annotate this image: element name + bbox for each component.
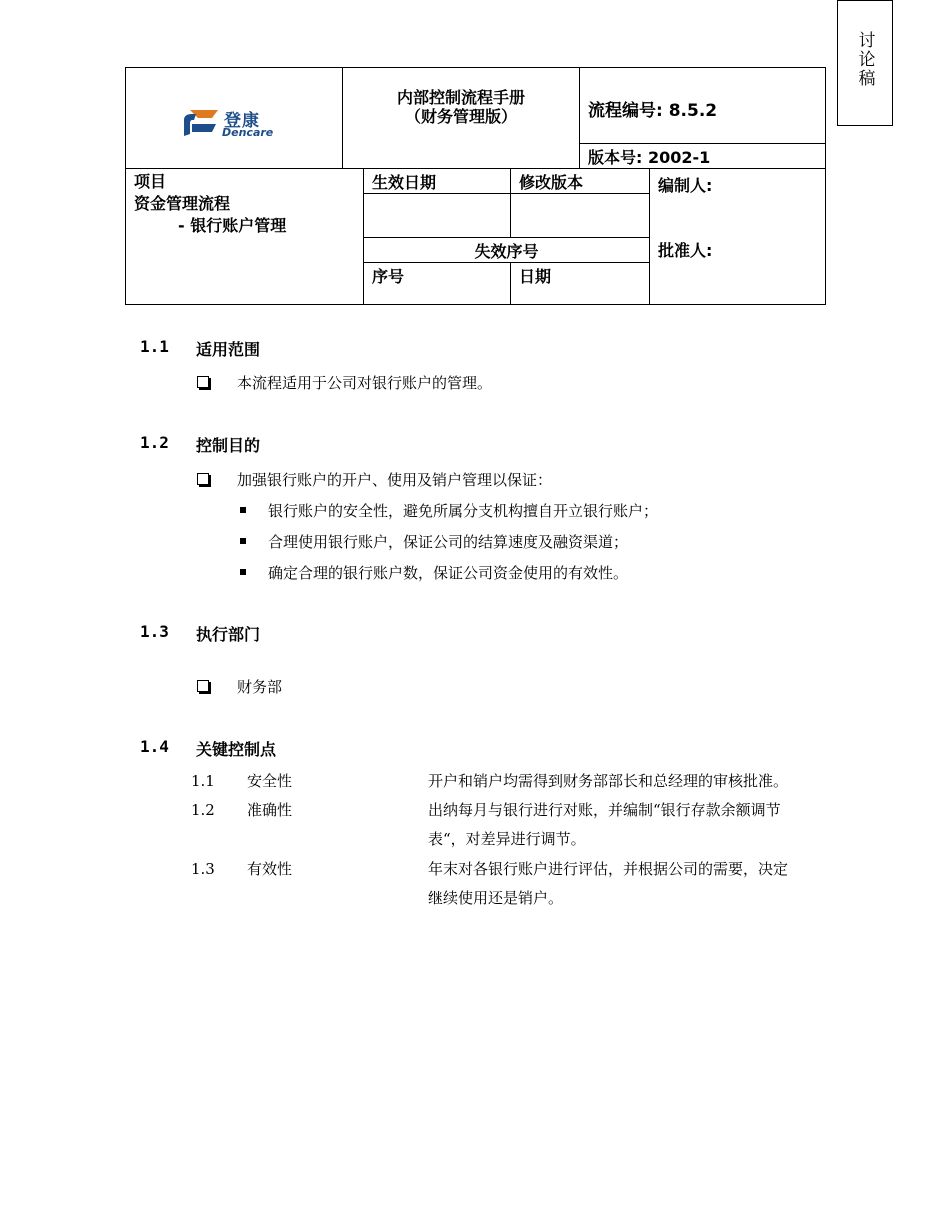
section-title: 适用范围 <box>196 340 261 359</box>
revision-value <box>511 194 650 238</box>
section-title: 执行部门 <box>196 625 261 644</box>
scope-item <box>197 372 492 393</box>
logo-mark-icon <box>182 106 222 140</box>
key-control-desc: 开户和销户均需得到财务部部长和总经理的审核批准。 <box>428 772 789 790</box>
purpose-bullet-text: 银行账户的安全性，避免所属分支机构擅自开立银行账户； <box>268 502 659 520</box>
project-cell <box>126 169 364 305</box>
manual-title-cell <box>343 68 580 169</box>
key-control-name: 有效性 <box>247 860 293 878</box>
purpose-item <box>197 469 552 490</box>
approver-label: 批准人: <box>658 241 713 260</box>
expiry-number-label: 失效序号 <box>364 238 650 263</box>
company-logo <box>182 106 282 140</box>
effective-date-label: 生效日期 <box>364 169 511 194</box>
section-number: 1.2 <box>140 433 169 452</box>
logo-english-text: Dencare <box>222 126 274 139</box>
key-control-name: 准确性 <box>247 801 293 819</box>
date-label: 日期 <box>511 263 650 305</box>
scope-text: 本流程适用于公司对银行账户的管理。 <box>237 374 493 392</box>
revision-label: 修改版本 <box>511 169 650 194</box>
project-name: 资金管理流程 <box>134 194 231 213</box>
section-number: 1.1 <box>140 337 169 356</box>
checkbox-bullet-icon <box>197 376 209 388</box>
purpose-bullet <box>240 500 658 521</box>
purpose-bullet <box>240 531 628 552</box>
logo-cell <box>126 68 343 169</box>
key-control-number: 1.1 <box>191 772 215 790</box>
version-number: 版本号: 2002-1 <box>580 144 826 169</box>
square-bullet-icon <box>240 569 246 575</box>
logo-chinese-text: 登康 <box>224 111 260 131</box>
document-header-table <box>125 67 826 305</box>
seq-label: 序号 <box>364 263 511 305</box>
key-control-desc: 年末对各银行账户进行评估，并根据公司的需要，决定 <box>428 860 789 878</box>
section-title: 控制目的 <box>196 436 261 455</box>
square-bullet-icon <box>240 538 246 544</box>
manual-title: 内部控制流程手册 <box>396 88 525 107</box>
signoff-cell <box>650 169 826 305</box>
key-control-desc-cont: 表“，对差异进行调节。 <box>428 830 586 848</box>
project-label: 项目 <box>134 172 167 191</box>
manual-subtitle: （财务管理版） <box>404 107 517 126</box>
checkbox-bullet-icon <box>197 473 209 485</box>
key-control-desc: 出纳每月与银行进行对账，并编制“银行存款余额调节 <box>428 801 781 819</box>
purpose-bullet <box>240 562 628 583</box>
department-text: 财务部 <box>237 678 283 696</box>
square-bullet-icon <box>240 507 246 513</box>
purpose-bullet-text: 确定合理的银行账户数，保证公司资金使用的有效性。 <box>268 564 629 582</box>
purpose-text: 加强银行账户的开户、使用及销户管理以保证： <box>237 471 553 489</box>
draft-stamp-text: 讨论稿 <box>854 31 875 88</box>
department-item <box>197 676 282 697</box>
section-number: 1.4 <box>140 737 169 756</box>
project-subname: - 银行账户管理 <box>178 216 287 235</box>
effective-date-value <box>364 194 511 238</box>
editor-label: 编制人: <box>658 176 713 195</box>
key-control-number: 1.3 <box>191 860 215 878</box>
process-number: 流程编号: 8.5.2 <box>580 68 826 144</box>
checkbox-bullet-icon <box>197 680 209 692</box>
key-control-name: 安全性 <box>247 772 293 790</box>
section-title: 关键控制点 <box>196 740 277 759</box>
key-control-number: 1.2 <box>191 801 215 819</box>
draft-stamp <box>837 0 893 126</box>
purpose-bullet-text: 合理使用银行账户，保证公司的结算速度及融资渠道； <box>268 533 629 551</box>
key-control-desc-cont: 继续使用还是销户。 <box>428 889 564 907</box>
section-number: 1.3 <box>140 622 169 641</box>
